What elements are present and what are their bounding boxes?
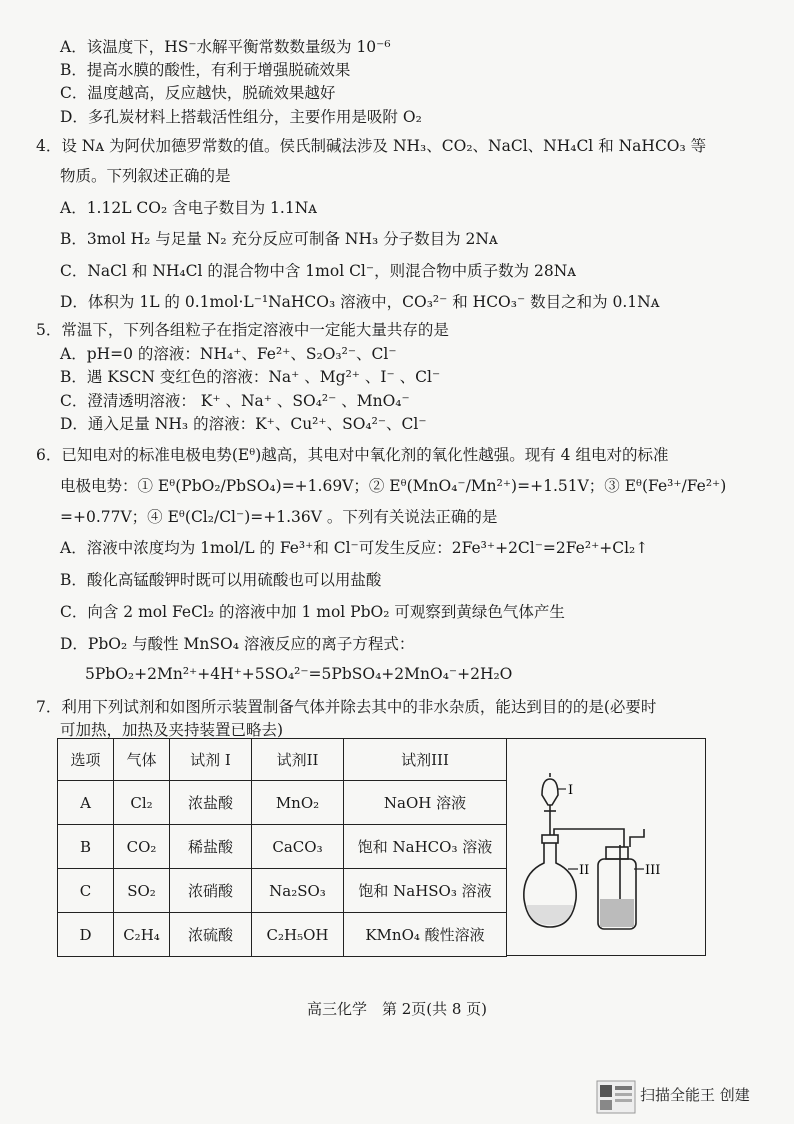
- q3-option-c: C．温度越高，反应越快，脱硫效果越好: [60, 84, 336, 102]
- page-footer: 高三化学 第 2页(共 8 页): [306, 1000, 488, 1018]
- q5-option-a: A．pH=0 的溶液：NH₄⁺、Fe²⁺、S₂O₃²⁻、Cl⁻: [60, 345, 397, 363]
- table-cell: 稀盐酸: [170, 825, 252, 869]
- q4-stem-line1: 4．设 Nᴀ 为阿伏加德罗常数的值。侯氏制碱法涉及 NH₃、CO₂、NaCl、NH₄Cl 和 NaHCO₃ 等: [36, 137, 707, 155]
- table-cell: C: [58, 869, 114, 913]
- q6-equation: 5PbO₂+2Mn²⁺+4H⁺+5SO₄²⁻=5PbSO₄+2MnO₄⁻+2H₂O: [85, 665, 513, 683]
- header-cell: 试剂II: [252, 739, 344, 781]
- table-cell: 饱和 NaHSO₃ 溶液: [344, 869, 507, 913]
- q6-stem-line1: 6．已知电对的标准电极电势(Eᶿ)越高，其电对中氧化剂的氧化性越强。现有 4 组电对的标准: [36, 446, 669, 464]
- label-III: III: [645, 863, 661, 878]
- header-cell: 选项: [58, 739, 114, 781]
- q5-option-d: D．通入足量 NH₃ 的溶液：K⁺、Cu²⁺、SO₄²⁻、Cl⁻: [60, 415, 427, 433]
- table-cell: CO₂: [114, 825, 170, 869]
- table-row: [58, 869, 507, 913]
- q6-stem-line2: 电极电势：① Eᶿ(PbO₂/PbSO₄)=+1.69V；② Eᶿ(MnO₄⁻/Mn²⁺)=+1.51V；③ Eᶿ(Fe³⁺/Fe²⁺): [60, 477, 727, 495]
- q4-option-c: C．NaCl 和 NH₄Cl 的混合物中含 1mol Cl⁻，则混合物中质子数为 28Nᴀ: [60, 262, 577, 280]
- q6-option-c: C．向含 2 mol FeCl₂ 的溶液中加 1 mol PbO₂ 可观察到黄绿色气体产生: [60, 603, 565, 621]
- table-cell: 饱和 NaHCO₃ 溶液: [344, 825, 507, 869]
- table-cell: 浓硝酸: [170, 869, 252, 913]
- q6-option-a: A．溶液中浓度均为 1mol/L 的 Fe³⁺和 Cl⁻可发生反应：2Fe³⁺+2Cl⁻=2Fe²⁺+Cl₂↑: [60, 539, 649, 557]
- q4-stem-line2: 物质。下列叙述正确的是: [60, 167, 231, 185]
- label-I: I: [568, 783, 574, 798]
- table-cell: NaOH 溶液: [344, 781, 507, 825]
- table-cell: CaCO₃: [252, 825, 344, 869]
- apparatus-diagram: [506, 738, 706, 956]
- table-cell: SO₂: [114, 869, 170, 913]
- label-II: II: [579, 863, 590, 878]
- table-cell: 浓硫酸: [170, 913, 252, 957]
- table-cell: C₂H₅OH: [252, 913, 344, 957]
- table-cell: B: [58, 825, 114, 869]
- q7-stem-line1: 7．利用下列试剂和如图所示装置制备气体并除去其中的非水杂质，能达到目的的是(必要时: [36, 698, 657, 716]
- header-cell: 试剂III: [344, 739, 507, 781]
- table-cell: Cl₂: [114, 781, 170, 825]
- q6-option-b: B．酸化高锰酸钾时既可以用硫酸也可以用盐酸: [60, 571, 382, 589]
- solution-fill: [600, 899, 634, 927]
- header-cell: 试剂 I: [170, 739, 252, 781]
- q3-option-b: B．提高水膜的酸性，有利于增强脱硫效果: [60, 61, 351, 79]
- table-cell: MnO₂: [252, 781, 344, 825]
- apparatus-drawing: [506, 739, 706, 955]
- q5-option-b: B．遇 KSCN 变红色的溶液：Na⁺ 、Mg²⁺ 、I⁻ 、Cl⁻: [60, 368, 441, 386]
- scanner-logo-icon: [596, 1080, 636, 1114]
- table-row: [58, 913, 507, 957]
- table-cell: 浓盐酸: [170, 781, 252, 825]
- watermark-text: 扫描全能王 创建: [640, 1086, 750, 1104]
- table-header-row: [58, 739, 507, 781]
- q6-option-d: D．PbO₂ 与酸性 MnSO₄ 溶液反应的离子方程式：: [60, 635, 415, 653]
- q6-stem-line3: =+0.77V；④ Eᶿ(Cl₂/Cl⁻)=+1.36V 。下列有关说法正确的是: [60, 508, 498, 526]
- flask-fill: [526, 905, 574, 925]
- table-cell: Na₂SO₃: [252, 869, 344, 913]
- q5-option-c: C．澄清透明溶液： K⁺ 、Na⁺ 、SO₄²⁻ 、MnO₄⁻: [60, 392, 410, 410]
- table-cell: D: [58, 913, 114, 957]
- table-row: [58, 781, 507, 825]
- table-row: [58, 825, 507, 869]
- table-cell: KMnO₄ 酸性溶液: [344, 913, 507, 957]
- q4-option-a: A．1.12L CO₂ 含电子数目为 1.1Nᴀ: [60, 199, 318, 217]
- q5-stem: 5．常温下，下列各组粒子在指定溶液中一定能大量共存的是: [36, 321, 449, 339]
- q3-option-a: A．该温度下，HS⁻水解平衡常数数量级为 10⁻⁶: [60, 38, 391, 56]
- q7-options-table: [57, 738, 507, 957]
- q4-option-d: D．体积为 1L 的 0.1mol·L⁻¹NaHCO₃ 溶液中，CO₃²⁻ 和 HCO₃⁻ 数目之和为 0.1Nᴀ: [60, 293, 660, 311]
- table-cell: A: [58, 781, 114, 825]
- q3-option-d: D．多孔炭材料上搭载活性组分，主要作用是吸附 O₂: [60, 108, 422, 126]
- table-cell: C₂H₄: [114, 913, 170, 957]
- header-cell: 气体: [114, 739, 170, 781]
- q4-option-b: B．3mol H₂ 与足量 N₂ 充分反应可制备 NH₃ 分子数目为 2Nᴀ: [60, 230, 498, 248]
- q7-stem-line2: 可加热，加热及夹持装置已略去): [60, 721, 284, 739]
